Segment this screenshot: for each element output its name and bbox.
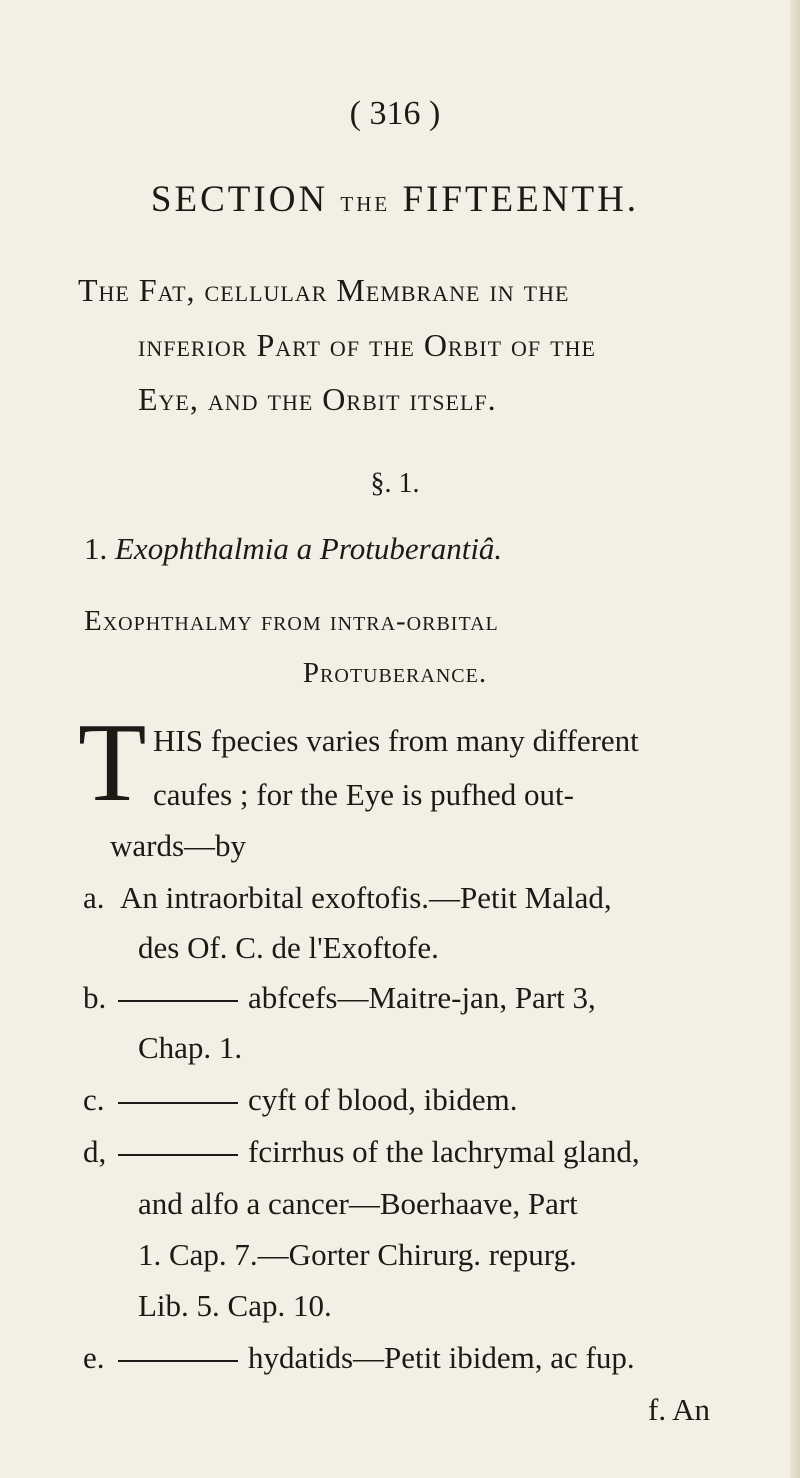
dash-rule (118, 1154, 238, 1156)
paragraph-mark: §. 1. (370, 468, 420, 499)
dash-rule (118, 1102, 238, 1104)
english-title-line-2: Protuberance. (302, 657, 488, 689)
item-d-text: fcirrhus of the lachrymal gland, (248, 1134, 640, 1169)
item-marker-c: c. (83, 1082, 105, 1117)
latin-title-text: Exophthalmia a Protuberantiâ. (115, 531, 503, 566)
item-marker-b: b. (83, 980, 107, 1015)
item-b-text: abfcefs—Maitre-jan, Part 3, (248, 980, 596, 1015)
dash-rule (118, 1000, 238, 1002)
section-the: the (340, 185, 391, 218)
catchword: f. An (648, 1392, 710, 1427)
dash-rule (118, 1360, 238, 1362)
page-number: ( 316 ) (349, 95, 441, 132)
subtitle-line-3: Eye, and the Orbit itself. (138, 381, 497, 417)
item-marker-d: d, (83, 1134, 107, 1169)
item-d-line-3: 1. Cap. 7.—Gorter Chirurg. repurg. (138, 1237, 577, 1272)
item-b-line-1 (110, 980, 596, 1016)
item-a-line-2: des Of. C. de l'Exoftofe. (138, 930, 439, 965)
drop-cap: T (78, 701, 147, 825)
item-marker-a: a. (83, 880, 105, 915)
item-e-text: hydatids—Petit ibidem, ac fup. (248, 1340, 635, 1375)
item-e-line-1 (110, 1340, 635, 1376)
latin-title (84, 531, 502, 567)
subtitle-line-2: inferior Part of the Orbit of the (138, 327, 596, 363)
section-ordinal: FIFTEENTH. (402, 179, 640, 220)
item-b-line-2: Chap. 1. (138, 1030, 243, 1065)
item-a-line-1: An intraorbital exoftofis.—Petit Malad, (120, 880, 612, 915)
item-c-line-1 (110, 1082, 517, 1118)
item-c-text: cyft of blood, ibidem. (248, 1082, 518, 1117)
section-heading (0, 178, 790, 221)
body-line-2: caufes ; for the Eye is pufhed out- (153, 777, 574, 812)
item-d-line-1 (110, 1134, 640, 1170)
item-d-line-2: and alfo a cancer—Boerhaave, Part (138, 1186, 578, 1221)
item-marker-e: e. (83, 1340, 105, 1375)
item-d-line-4: Lib. 5. Cap. 10. (138, 1288, 332, 1323)
page-edge (790, 0, 800, 1478)
subtitle-line-1: The Fat, cellular Membrane in the (78, 272, 570, 308)
english-title-line-1: Exophthalmy from intra-orbital (84, 605, 499, 637)
body-line-1: HIS fpecies varies from many different (153, 723, 639, 758)
body-line-3: wards—by (110, 828, 247, 863)
latin-title-number: 1. (84, 531, 108, 566)
section-word: SECTION (150, 179, 329, 220)
